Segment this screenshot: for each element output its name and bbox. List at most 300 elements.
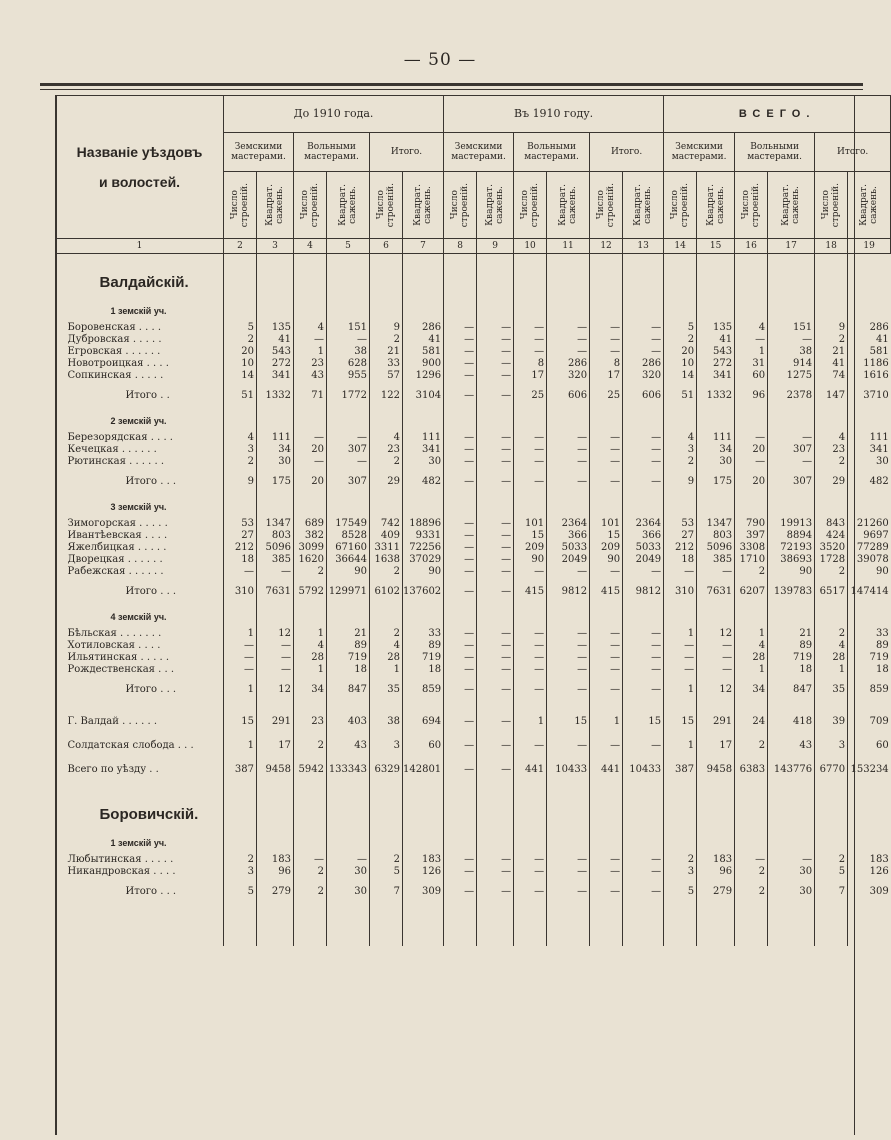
table-cell: — — [294, 456, 327, 468]
table-cell: 4 — [294, 322, 327, 334]
table-cell: 23 — [370, 444, 403, 456]
table-cell: 320 — [623, 370, 664, 382]
table-cell — [224, 606, 257, 628]
table-cell: 3104 — [403, 382, 444, 410]
table-cell: 3 — [370, 740, 403, 752]
table-cell: 111 — [403, 432, 444, 444]
table-cell: 18 — [327, 664, 370, 676]
table-cell: 33 — [370, 358, 403, 370]
table-cell — [370, 728, 403, 740]
table-cell: 1620 — [294, 554, 327, 566]
table-cell — [735, 728, 768, 740]
table-cell: 279 — [257, 878, 294, 906]
table-cell — [327, 300, 370, 322]
table-cell: 111 — [697, 432, 735, 444]
column-number: 3 — [257, 239, 294, 254]
table-cell — [815, 752, 848, 764]
table-row — [56, 854, 891, 866]
table-cell: 1 — [370, 664, 403, 676]
table-cell: — — [623, 322, 664, 334]
table-cell: 320 — [547, 370, 590, 382]
row-label: Зимогорская . . . . . — [67, 518, 168, 529]
table-cell — [848, 704, 891, 716]
table-cell: 96 — [697, 866, 735, 878]
table-cell — [848, 606, 891, 628]
table-cell: 859 — [403, 676, 444, 704]
group-free: Вольными мастерами. — [294, 133, 370, 172]
column-number: 15 — [697, 239, 735, 254]
table-cell: 2 — [815, 566, 848, 578]
table-cell: 72193 — [768, 542, 815, 554]
table-cell: 1772 — [327, 382, 370, 410]
filler-cell — [623, 906, 664, 946]
table-cell: 4 — [224, 432, 257, 444]
table-cell: — — [768, 432, 815, 444]
table-cell — [848, 410, 891, 432]
table-cell: 719 — [768, 652, 815, 664]
table-cell: — — [477, 566, 514, 578]
row-label: Ивантѣевская . . . . — [67, 530, 168, 541]
table-cell: — — [623, 866, 664, 878]
table-cell: — — [444, 334, 477, 346]
table-cell: — — [514, 432, 547, 444]
table-cell: 719 — [327, 652, 370, 664]
table-cell: 803 — [257, 530, 294, 542]
table-cell: 29 — [815, 468, 848, 496]
filler-cell — [403, 906, 444, 946]
table-cell — [370, 798, 403, 832]
table-cell: 843 — [815, 518, 848, 530]
table-cell — [590, 798, 623, 832]
table-cell — [848, 752, 891, 764]
table-cell: 900 — [403, 358, 444, 370]
table-cell — [444, 266, 477, 300]
table-cell — [477, 606, 514, 628]
table-cell — [224, 728, 257, 740]
table-cell: — — [547, 740, 590, 752]
table-cell: — — [514, 566, 547, 578]
table-cell — [224, 832, 257, 854]
column-title-line-1: Названіе уѣздовъ — [76, 144, 203, 160]
table-cell: 43 — [294, 370, 327, 382]
section-row — [56, 606, 891, 628]
table-cell: — — [623, 346, 664, 358]
table-cell — [477, 832, 514, 854]
table-cell: 1332 — [697, 382, 735, 410]
filler-cell — [697, 906, 735, 946]
table-cell: 2 — [294, 566, 327, 578]
period-before-1910: До 1910 года. — [224, 96, 444, 133]
table-cell — [547, 832, 590, 854]
table-cell: 8 — [590, 358, 623, 370]
table-row — [56, 716, 891, 728]
table-cell: — — [590, 468, 623, 496]
table-cell — [815, 410, 848, 432]
table-cell — [768, 832, 815, 854]
table-cell — [664, 728, 697, 740]
row-label: Итого . . . — [125, 886, 177, 897]
table-cell: 43 — [768, 740, 815, 752]
row-label: Никандровская . . . . — [67, 866, 176, 877]
column-number: 8 — [444, 239, 477, 254]
table-cell: 606 — [623, 382, 664, 410]
table-cell: 9812 — [623, 578, 664, 606]
subheader-area — [477, 172, 514, 239]
table-cell — [294, 798, 327, 832]
table-cell: — — [623, 468, 664, 496]
table-cell: 3 — [664, 866, 697, 878]
table-cell: — — [514, 866, 547, 878]
table-cell: 137602 — [403, 578, 444, 606]
table-cell: — — [477, 866, 514, 878]
filler-cell — [590, 906, 623, 946]
table-cell — [327, 606, 370, 628]
filler-cell — [224, 906, 257, 946]
table-cell: 5 — [815, 866, 848, 878]
table-cell: 279 — [697, 878, 735, 906]
table-cell: 1186 — [848, 358, 891, 370]
table-cell — [623, 832, 664, 854]
table-cell: — — [477, 456, 514, 468]
table-row — [56, 370, 891, 382]
table-cell — [514, 254, 547, 267]
table-cell: 21260 — [848, 518, 891, 530]
filler-cell — [848, 906, 891, 946]
table-cell: 441 — [514, 764, 547, 776]
table-cell: — — [735, 456, 768, 468]
table-cell: 33 — [403, 628, 444, 640]
table-cell: — — [477, 854, 514, 866]
table-cell: 403 — [327, 716, 370, 728]
table-cell: 1 — [514, 716, 547, 728]
row-label — [56, 728, 224, 740]
table-cell: — — [477, 542, 514, 554]
table-cell: 89 — [768, 640, 815, 652]
table-cell — [590, 266, 623, 300]
table-cell — [815, 704, 848, 716]
table-cell: 60 — [403, 740, 444, 752]
subheader-text: Число строеній. — [230, 182, 250, 228]
table-cell: — — [590, 676, 623, 704]
group-free: Вольными мастерами. — [735, 133, 815, 172]
table-cell: 1 — [815, 664, 848, 676]
table-cell: — — [444, 456, 477, 468]
column-number: 11 — [547, 239, 590, 254]
subheader-area — [403, 172, 444, 239]
table-cell: 9458 — [257, 764, 294, 776]
table-cell — [697, 606, 735, 628]
column-title-line-2: и волостей. — [98, 174, 181, 190]
filler-row — [56, 906, 891, 946]
table-cell — [294, 728, 327, 740]
table-cell — [815, 266, 848, 300]
table-row — [56, 640, 891, 652]
table-cell: 2 — [664, 456, 697, 468]
table-cell: 183 — [697, 854, 735, 866]
table-cell: 122 — [370, 382, 403, 410]
page-number: — 50 — — [403, 50, 477, 70]
table-cell: 67160 — [327, 542, 370, 554]
table-cell — [370, 254, 403, 267]
table-cell: 57 — [370, 370, 403, 382]
table-cell: 53 — [224, 518, 257, 530]
table-cell: 101 — [590, 518, 623, 530]
table-cell: 39078 — [848, 554, 891, 566]
row-label: Любытинская . . . . . — [67, 854, 174, 865]
table-cell: — — [514, 456, 547, 468]
table-cell: 409 — [370, 530, 403, 542]
table-cell: 1 — [224, 628, 257, 640]
table-cell: 18 — [403, 664, 444, 676]
table-cell: 3710 — [848, 382, 891, 410]
table-cell: 20 — [224, 346, 257, 358]
table-cell — [514, 606, 547, 628]
table-cell: 18896 — [403, 518, 444, 530]
table-cell: 111 — [848, 432, 891, 444]
table-cell: — — [444, 878, 477, 906]
table-cell — [514, 266, 547, 300]
table-cell — [224, 300, 257, 322]
table-cell — [768, 266, 815, 300]
table-cell: — — [477, 382, 514, 410]
filler-cell — [444, 906, 477, 946]
table-cell: 1296 — [403, 370, 444, 382]
table-cell: 41 — [815, 358, 848, 370]
table-cell — [547, 798, 590, 832]
table-cell: 17 — [590, 370, 623, 382]
row-label: Рабежская . . . . . . — [67, 566, 164, 577]
table-cell — [327, 704, 370, 716]
table-cell — [403, 832, 444, 854]
table-cell — [403, 254, 444, 267]
period-total: ВСЕГО. — [664, 96, 891, 133]
filler-cell — [370, 906, 403, 946]
table-cell: — — [547, 878, 590, 906]
table-cell: — — [547, 628, 590, 640]
table-cell — [623, 776, 664, 798]
table-cell: 27 — [664, 530, 697, 542]
table-cell — [444, 798, 477, 832]
table-cell: — — [444, 554, 477, 566]
table-cell — [735, 752, 768, 764]
table-cell: 34 — [257, 444, 294, 456]
table-cell: 31 — [735, 358, 768, 370]
table-cell: 2378 — [768, 382, 815, 410]
table-cell — [444, 496, 477, 518]
table-cell: 1 — [224, 676, 257, 704]
table-cell: — — [477, 676, 514, 704]
table-cell: 21 — [768, 628, 815, 640]
subheader-text: Квадрат. сажень. — [705, 184, 726, 226]
subheader-count — [815, 172, 848, 239]
group-zemstvo: Земскими мастерами. — [224, 133, 294, 172]
table-cell: 1 — [664, 628, 697, 640]
table-cell: 1 — [590, 716, 623, 728]
table-cell: 23 — [815, 444, 848, 456]
table-cell — [768, 606, 815, 628]
table-cell: 1347 — [257, 518, 294, 530]
table-cell: — — [768, 456, 815, 468]
subheader-area — [848, 172, 891, 239]
table-cell: — — [257, 566, 294, 578]
table-cell — [257, 496, 294, 518]
table-cell — [294, 300, 327, 322]
table-cell — [547, 254, 590, 267]
table-cell: — — [623, 334, 664, 346]
table-cell — [477, 254, 514, 267]
table-cell — [257, 254, 294, 267]
row-label: Боровенская . . . . — [67, 322, 162, 333]
section-name: 1 земскій уч. — [110, 306, 167, 316]
table-cell: 9331 — [403, 530, 444, 542]
table-cell: 5 — [664, 322, 697, 334]
table-cell: 151 — [768, 322, 815, 334]
table-cell: 2 — [815, 456, 848, 468]
table-cell: 387 — [224, 764, 257, 776]
table-row — [56, 664, 891, 676]
table-cell — [403, 728, 444, 740]
table-cell — [697, 496, 735, 518]
table-cell: — — [735, 854, 768, 866]
table-cell: 2 — [735, 866, 768, 878]
table-cell: — — [444, 444, 477, 456]
table-cell: 847 — [768, 676, 815, 704]
table-cell — [697, 832, 735, 854]
filler-cell — [547, 906, 590, 946]
table-cell — [370, 832, 403, 854]
table-cell — [664, 606, 697, 628]
table-cell: — — [257, 652, 294, 664]
table-cell: 6207 — [735, 578, 768, 606]
total-row — [56, 382, 891, 410]
table-cell: — — [514, 468, 547, 496]
row-label: Ильятинская . . . . . — [67, 652, 170, 663]
table-cell — [697, 798, 735, 832]
table-cell: 96 — [257, 866, 294, 878]
section-row — [56, 496, 891, 518]
table-cell: 2364 — [547, 518, 590, 530]
table-cell — [370, 300, 403, 322]
table-cell: — — [547, 866, 590, 878]
table-row — [56, 518, 891, 530]
table-cell — [514, 798, 547, 832]
table-cell: — — [257, 664, 294, 676]
table-cell: — — [477, 554, 514, 566]
table-row — [56, 322, 891, 334]
table-cell — [257, 752, 294, 764]
table-cell: 51 — [664, 382, 697, 410]
table-cell: 51 — [224, 382, 257, 410]
table-cell: — — [257, 640, 294, 652]
subheader-count — [294, 172, 327, 239]
table-cell — [547, 752, 590, 764]
table-cell — [477, 300, 514, 322]
group-total: Итого. — [815, 133, 891, 172]
table-cell: 2 — [224, 456, 257, 468]
table-cell: 1 — [664, 740, 697, 752]
row-label: Г. Валдай . . . . . . — [67, 716, 158, 727]
table-cell: 12 — [257, 628, 294, 640]
table-cell: — — [327, 854, 370, 866]
table-cell: 17 — [697, 740, 735, 752]
row-label — [56, 776, 224, 798]
table-cell: — — [444, 346, 477, 358]
table-cell — [224, 776, 257, 798]
table-cell: 8 — [514, 358, 547, 370]
subheader-text: Число строеній. — [376, 182, 396, 228]
spacer-row — [56, 704, 891, 716]
table-cell: 4 — [815, 640, 848, 652]
table-cell: — — [477, 740, 514, 752]
table-cell: 175 — [257, 468, 294, 496]
filler-cell — [294, 906, 327, 946]
table-cell: 30 — [403, 456, 444, 468]
table-cell — [623, 266, 664, 300]
table-cell: — — [444, 764, 477, 776]
table-cell: 133343 — [327, 764, 370, 776]
table-cell: — — [444, 716, 477, 728]
table-row — [56, 334, 891, 346]
table-cell: 183 — [257, 854, 294, 866]
column-number: 9 — [477, 239, 514, 254]
table-cell: 90 — [514, 554, 547, 566]
table-cell: 209 — [590, 542, 623, 554]
table-cell: — — [547, 664, 590, 676]
table-cell: 1332 — [257, 382, 294, 410]
row-label — [56, 254, 224, 267]
table-cell: 7 — [370, 878, 403, 906]
table-cell — [735, 410, 768, 432]
table-cell — [224, 410, 257, 432]
table-cell: 272 — [697, 358, 735, 370]
table-cell — [697, 254, 735, 267]
subheader-text: Число строеній. — [670, 182, 691, 228]
table-cell: 581 — [848, 346, 891, 358]
table-cell: 20 — [664, 346, 697, 358]
table-cell — [848, 728, 891, 740]
table-cell: — — [590, 322, 623, 334]
table-cell: 30 — [327, 866, 370, 878]
table-cell — [514, 832, 547, 854]
column-number: 1 — [56, 239, 224, 254]
table-cell — [444, 728, 477, 740]
subheader-text: Число строеній. — [520, 182, 541, 228]
row-label: Дворецкая . . . . . . — [67, 554, 163, 565]
table-cell: 183 — [848, 854, 891, 866]
table-cell — [294, 254, 327, 267]
table-cell: 2 — [370, 628, 403, 640]
table-cell: 89 — [327, 640, 370, 652]
table-cell: 3308 — [735, 542, 768, 554]
table-cell: — — [444, 358, 477, 370]
table-cell: 126 — [403, 866, 444, 878]
table-cell — [514, 728, 547, 740]
table-cell: 307 — [768, 468, 815, 496]
filler-cell — [514, 906, 547, 946]
table-cell — [697, 752, 735, 764]
table-cell — [664, 254, 697, 267]
table-cell: — — [768, 854, 815, 866]
table-cell: 719 — [403, 652, 444, 664]
table-cell — [623, 300, 664, 322]
table-cell: — — [623, 676, 664, 704]
subheader-count — [224, 172, 257, 239]
table-cell: — — [768, 334, 815, 346]
table-cell: — — [590, 456, 623, 468]
table-cell: 33 — [848, 628, 891, 640]
table-cell: 72256 — [403, 542, 444, 554]
table-cell: 955 — [327, 370, 370, 382]
